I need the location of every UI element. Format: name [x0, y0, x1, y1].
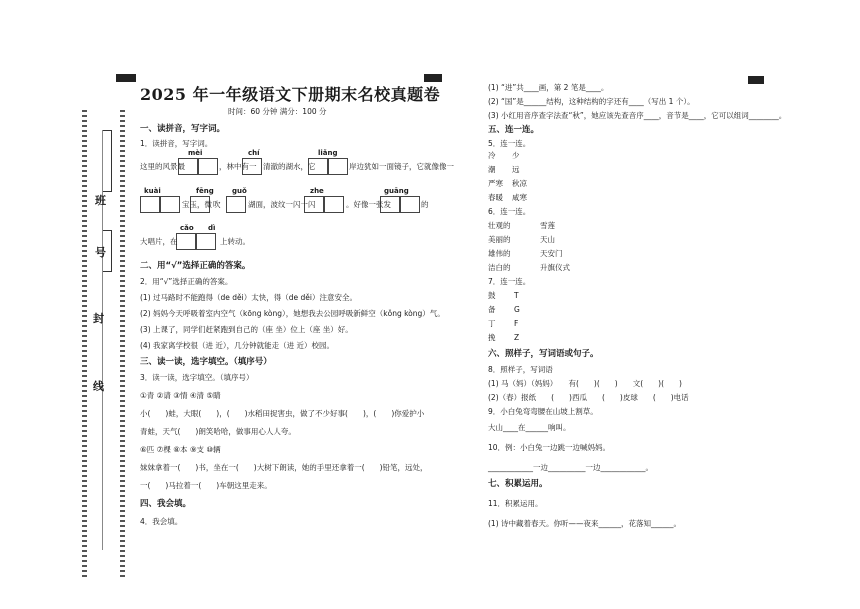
- text-line: 清澈的湖水，它: [263, 162, 316, 171]
- fill-sentence[interactable]: (2)（春）报纸 ( )西瓜 ( )皮球 ( )电话: [488, 393, 689, 402]
- margin-bracket: [103, 130, 112, 192]
- question-2-item[interactable]: (1) 过马路时不能跑得（de děi）太快，得（de děi）注意安全。: [140, 293, 357, 302]
- text-line: 上转动。: [220, 237, 250, 246]
- scan-corner-mark: [748, 76, 764, 84]
- fill-sentence[interactable]: (2) “国”是______结构，这种结构的字还有____（写出 1 个）。: [488, 97, 695, 106]
- fill-sentence[interactable]: (1) “进”共____画，第 2 笔是____。: [488, 83, 609, 92]
- margin-mark-seal: 封: [93, 312, 104, 325]
- question-5: 5．连一连。: [488, 139, 531, 148]
- match-item-left[interactable]: 冷: [488, 151, 496, 160]
- pinyin-label: mèi: [188, 149, 203, 157]
- match-item-left[interactable]: 鼓: [488, 291, 496, 300]
- match-item-left[interactable]: 挽: [488, 333, 496, 342]
- answer-box[interactable]: [328, 158, 348, 175]
- margin-mark-number: 号: [95, 246, 106, 259]
- match-item-right[interactable]: 升旗仪式: [540, 263, 570, 272]
- text-line: 吹: [213, 200, 221, 209]
- question-8: 8．照样子，写词语: [488, 365, 553, 374]
- text-line: 湖面，波纹一闪一闪: [248, 200, 316, 209]
- pinyin-label: chí: [248, 149, 260, 157]
- match-item-left[interactable]: 丁: [488, 319, 496, 328]
- match-item-left[interactable]: 雄伟的: [488, 249, 511, 258]
- fill-sentence[interactable]: (1) 马（妈）（妈妈） 有( )( ) 文( )( ): [488, 379, 682, 388]
- answer-box[interactable]: [198, 158, 218, 175]
- dotted-border-right: [120, 110, 125, 580]
- match-item-left[interactable]: 壮观的: [488, 221, 511, 230]
- answer-box[interactable]: [176, 233, 196, 250]
- answer-box[interactable]: [400, 196, 420, 213]
- pinyin-label: zhe: [310, 187, 324, 195]
- section-title: 四、我会填。: [140, 499, 192, 509]
- match-item-right[interactable]: 秋凉: [512, 179, 527, 188]
- fill-sentence[interactable]: 大山____在______响叫。: [488, 423, 571, 432]
- question-1: 1．读拼音，写字词。: [140, 139, 213, 148]
- pinyin-label: guǒ: [232, 187, 247, 195]
- match-item-right[interactable]: Z: [514, 333, 520, 342]
- options: ⑥匹 ⑦棵 ⑧本 ⑨支 ⑩辆: [140, 445, 221, 454]
- question-2-item[interactable]: (3) 上课了，同学们赶紧跑到自己的（座 坐）位上（座 坐）好。: [140, 325, 353, 334]
- section-title: 二、用“√”选择正确的答案。: [140, 261, 251, 271]
- pinyin-label: kuài: [144, 187, 161, 195]
- text-line: 宝玉，微: [182, 200, 212, 209]
- answer-box[interactable]: [140, 196, 160, 213]
- match-item-left[interactable]: 洁白的: [488, 263, 511, 272]
- fill-sentence[interactable]: 一( )马拉着一( )车朝这里走来。: [140, 481, 272, 490]
- question-10: 10．例：小白兔一边跳一边喊妈妈。: [488, 443, 611, 452]
- match-item-left[interactable]: 严寒: [488, 179, 503, 188]
- text-line: ，林中有一: [219, 162, 257, 171]
- match-item-right[interactable]: F: [514, 319, 519, 328]
- question-2-item[interactable]: (2) 妈妈今天呼吸着室内空气（kōng kòng），她想我去公园呼吸新鲜空（kǒng kòng）气。: [140, 309, 445, 318]
- question-6: 6．连一连。: [488, 207, 531, 216]
- fill-sentence[interactable]: ____________一边__________一边____________。: [488, 463, 653, 472]
- fill-sentence[interactable]: 妹妹拿着一( )书，坐在一( )大树下朗读，她的手里还拿着一( )铅笔，远处，: [140, 463, 428, 472]
- pinyin-label: guāng: [384, 187, 409, 195]
- pinyin-label: dì: [208, 224, 216, 232]
- match-item-right[interactable]: 远: [512, 165, 520, 174]
- dotted-border-left: [82, 110, 87, 580]
- text-line: 大唱片，在: [140, 237, 178, 246]
- match-item-right[interactable]: 天山: [540, 235, 555, 244]
- section-title: 七、积累运用。: [488, 479, 548, 489]
- match-item-left[interactable]: 备: [488, 305, 496, 314]
- section-title: 六、照样子，写词语或句子。: [488, 349, 599, 359]
- options: ①青 ②请 ③情 ④清 ⑤睛: [140, 391, 221, 400]
- match-item-left[interactable]: 春暖: [488, 193, 503, 202]
- pinyin-label: cǎo: [180, 224, 194, 232]
- scan-corner-mark: [116, 74, 136, 82]
- pinyin-label: liǎng: [318, 149, 338, 157]
- text-line: 岸边犹如一面镜子，它就像像一: [349, 162, 454, 171]
- fill-sentence[interactable]: 小( )蛙，大眼( )，( )水稻田捉害虫，做了不少好事( )，( )你爱护小: [140, 409, 425, 418]
- scan-corner-mark: [424, 74, 442, 82]
- pinyin-label: fēng: [196, 187, 214, 195]
- question-2-item[interactable]: (4) 我家离学校很（进 近），几分钟就能走（进 近）校园。: [140, 341, 335, 350]
- match-item-right[interactable]: 咸寒: [512, 193, 527, 202]
- question-2: 2．用“√”选择正确的答案。: [140, 277, 233, 286]
- match-item-right[interactable]: 天安门: [540, 249, 563, 258]
- answer-box[interactable]: [160, 196, 180, 213]
- section-title: 一、读拼音，写字词。: [140, 124, 226, 134]
- exam-meta: 时间：60 分钟 满分：100 分: [228, 107, 327, 116]
- answer-box[interactable]: [196, 233, 216, 250]
- match-item-right[interactable]: G: [514, 305, 520, 314]
- answer-box[interactable]: [324, 196, 344, 213]
- text-line: 。好像一张发: [346, 200, 391, 209]
- fill-sentence[interactable]: (1) 诗中藏着春天。你听——夜来______，花落知______。: [488, 519, 682, 528]
- text-line: 的: [421, 200, 429, 209]
- margin-mark-line: 线: [93, 380, 104, 393]
- question-3: 3．读一读，选字填空。（填序号）: [140, 373, 254, 382]
- question-11: 11．积累运用。: [488, 499, 543, 508]
- text-line: 这里的风景最: [140, 162, 185, 171]
- match-item-right[interactable]: 少: [512, 151, 520, 160]
- question-4: 4．我会填。: [140, 517, 183, 526]
- page-title: 2025 年一年级语文下册期末名校真题卷: [140, 85, 441, 104]
- binding-margin: [60, 110, 130, 590]
- match-item-left[interactable]: 潮: [488, 165, 496, 174]
- margin-mark-class: 班: [95, 194, 106, 207]
- match-item-left[interactable]: 美丽的: [488, 235, 511, 244]
- answer-box[interactable]: [226, 196, 246, 213]
- section-title: 五、连一连。: [488, 125, 540, 135]
- fill-sentence[interactable]: (3) 小红用音序查字法查“秋”，她应该先查音序____，音节是____，它可以组词________。: [488, 111, 787, 120]
- match-item-right[interactable]: 雪莲: [540, 221, 555, 230]
- question-9: 9．小白兔弯弯腰在山坡上割草。: [488, 407, 598, 416]
- match-item-right[interactable]: T: [514, 291, 519, 300]
- section-title: 三、读一读，选字填空。（填序号）: [140, 357, 272, 367]
- fill-sentence[interactable]: 青蛙，天气( )朗笑哈哈，做事用心人人夸。: [140, 427, 296, 436]
- question-7: 7．连一连。: [488, 277, 531, 286]
